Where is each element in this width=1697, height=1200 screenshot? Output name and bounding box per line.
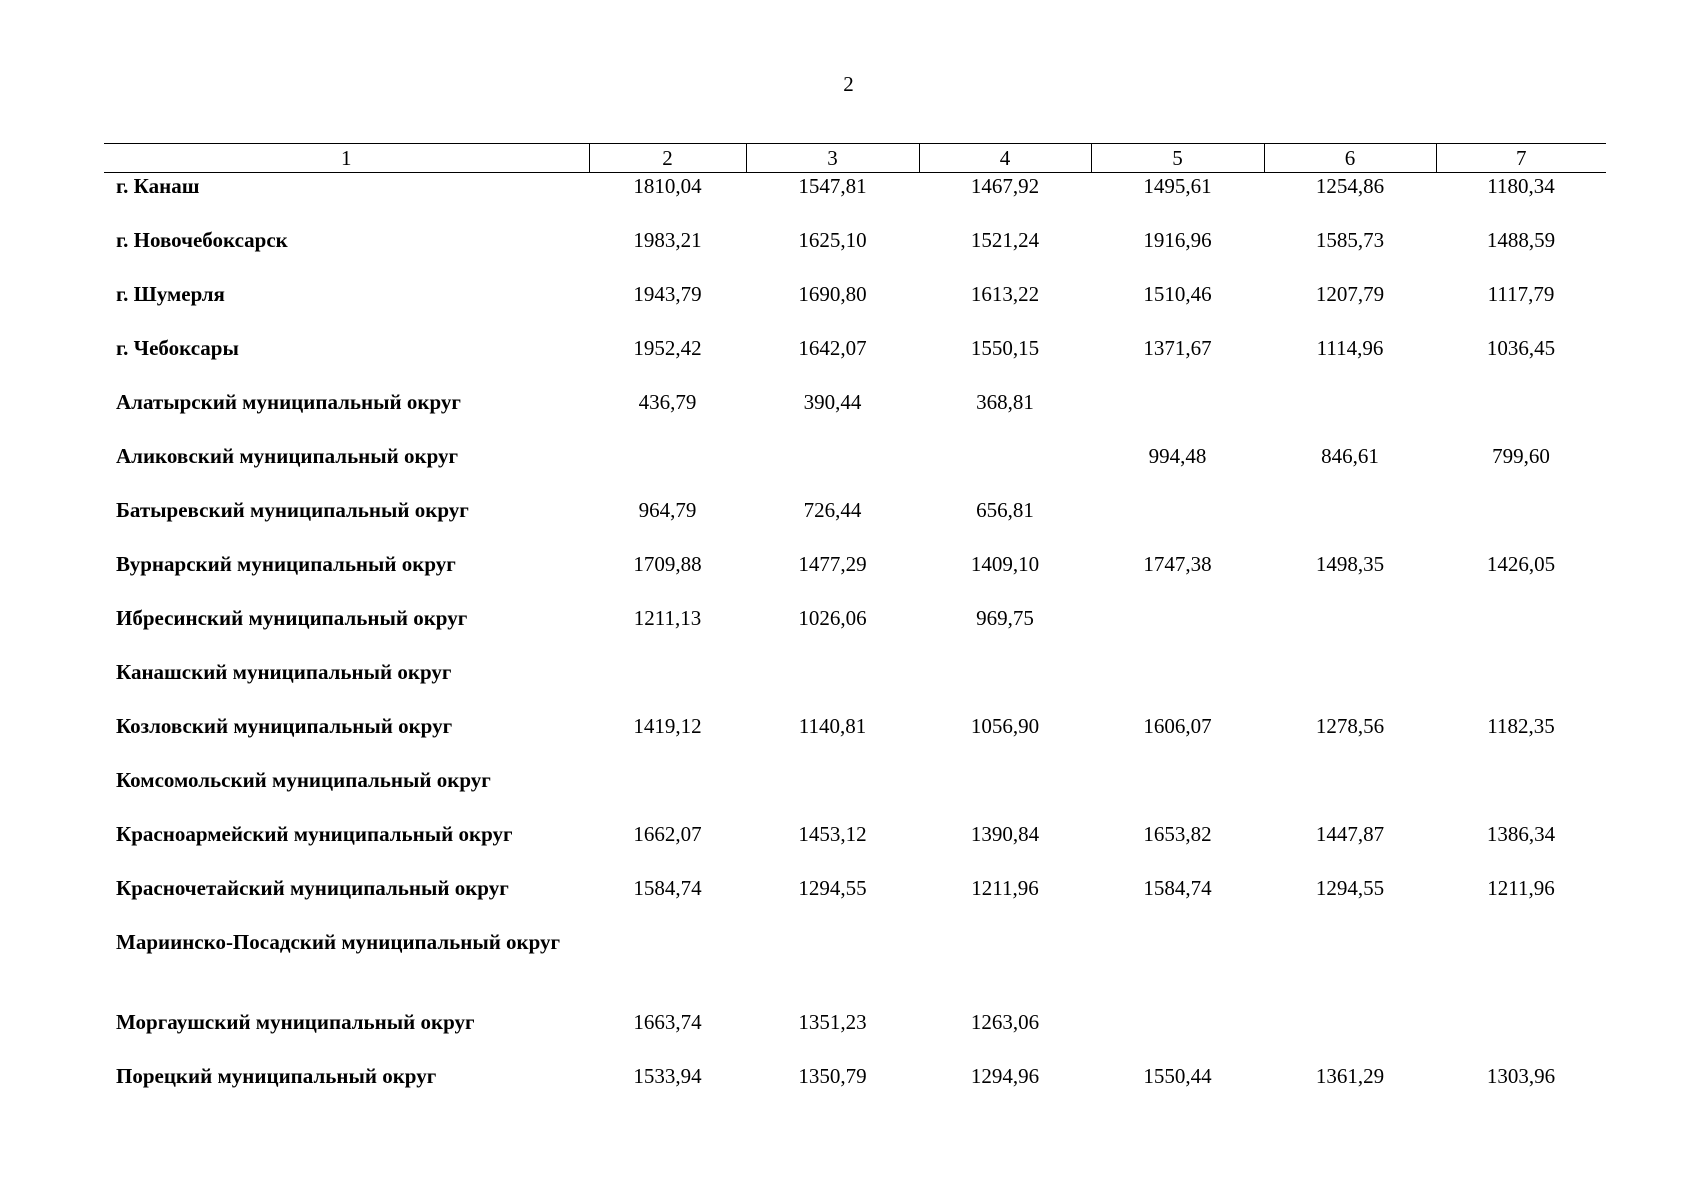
row-name-cell — [104, 767, 589, 821]
column-header-1: 1 — [104, 144, 589, 173]
column-header-3: 3 — [746, 144, 919, 173]
value-cell-col-6 — [1264, 929, 1436, 1009]
value-cell-col-7: 1303,96 — [1486, 1063, 1556, 1088]
header-row — [104, 144, 1606, 173]
value-cell-col-4 — [919, 443, 1091, 497]
value-cell-col-5 — [1091, 605, 1264, 659]
value-cell-col-7: 1488,59 — [1486, 227, 1556, 252]
row-name-cell — [104, 659, 589, 713]
row-name-cell — [104, 281, 589, 335]
table-row — [104, 551, 1606, 605]
value-cell-col-4: 1409,10 — [970, 551, 1040, 576]
value-cell-col-4: 1056,90 — [970, 713, 1040, 738]
value-cell-col-2: 1952,42 — [633, 335, 702, 360]
value-cell-col-4 — [919, 767, 1091, 821]
value-cell-col-5 — [1091, 497, 1264, 551]
row-name-cell — [104, 497, 589, 551]
municipality-name: Мариинско-Посадский муниципальный округ — [116, 929, 561, 954]
row-name-cell — [104, 389, 589, 443]
row-name-cell — [104, 875, 589, 929]
value-cell-col-4: 656,81 — [976, 497, 1034, 522]
row-name-cell — [104, 821, 589, 875]
table-row — [104, 497, 1606, 551]
value-cell-col-7 — [1436, 767, 1606, 821]
value-cell-col-3: 1625,10 — [798, 227, 867, 252]
table-row — [104, 443, 1606, 497]
table-row — [104, 659, 1606, 713]
value-cell-col-2: 1211,13 — [633, 605, 702, 630]
value-cell-col-4: 1550,15 — [970, 335, 1040, 360]
row-name-cell — [104, 551, 589, 605]
value-cell-col-6 — [1264, 767, 1436, 821]
value-cell-col-5: 1653,82 — [1143, 821, 1212, 846]
table-header — [104, 144, 1606, 173]
value-cell-col-3: 1690,80 — [798, 281, 867, 306]
value-cell-col-6 — [1264, 659, 1436, 713]
municipality-name: Аликовский муниципальный округ — [116, 443, 459, 468]
value-cell-col-5 — [1091, 1009, 1264, 1063]
value-cell-col-2: 1943,79 — [633, 281, 702, 306]
value-cell-col-3 — [746, 767, 919, 821]
row-name-cell — [104, 443, 589, 497]
value-cell-col-2: 436,79 — [638, 389, 697, 414]
data-table-container — [104, 143, 1606, 1117]
table-row — [104, 1063, 1606, 1117]
value-cell-col-7: 1036,45 — [1486, 335, 1556, 360]
value-cell-col-6: 1585,73 — [1315, 227, 1385, 252]
value-cell-col-2: 1584,74 — [633, 875, 702, 900]
value-cell-col-3: 1642,07 — [798, 335, 867, 360]
row-name-cell — [104, 173, 589, 227]
municipality-name: Батыревский муниципальный округ — [116, 497, 469, 522]
value-cell-col-6: 1447,87 — [1315, 821, 1385, 846]
row-name-cell — [104, 713, 589, 767]
value-cell-col-7: 1386,34 — [1486, 821, 1556, 846]
municipality-name: Красночетайский муниципальный округ — [116, 875, 509, 900]
value-cell-col-3 — [746, 443, 919, 497]
table-row — [104, 605, 1606, 659]
value-cell-col-4: 1390,84 — [970, 821, 1040, 846]
value-cell-col-3: 1026,06 — [798, 605, 867, 630]
value-cell-col-3: 1453,12 — [798, 821, 867, 846]
value-cell-col-6: 1498,35 — [1315, 551, 1385, 576]
value-cell-col-3: 1294,55 — [798, 875, 867, 900]
value-cell-col-5: 1584,74 — [1143, 875, 1212, 900]
value-cell-col-2 — [589, 929, 746, 1009]
value-cell-col-4: 1263,06 — [970, 1009, 1040, 1034]
municipality-name: Комсомольский муниципальный округ — [116, 767, 491, 792]
value-cell-col-7: 1426,05 — [1486, 551, 1556, 576]
table-row — [104, 821, 1606, 875]
table-row — [104, 713, 1606, 767]
table-row — [104, 875, 1606, 929]
value-cell-col-6 — [1264, 1009, 1436, 1063]
value-cell-col-3: 1351,23 — [798, 1009, 867, 1034]
value-cell-col-4: 1613,22 — [970, 281, 1040, 306]
table-row — [104, 1009, 1606, 1063]
municipality-name: г. Шумерля — [116, 281, 225, 306]
value-cell-col-5: 1371,67 — [1143, 335, 1212, 360]
row-name-cell — [104, 605, 589, 659]
value-cell-col-5: 1606,07 — [1143, 713, 1212, 738]
value-cell-col-2: 1663,74 — [633, 1009, 702, 1034]
column-header-7: 7 — [1436, 144, 1606, 173]
row-name-cell — [104, 929, 589, 1009]
value-cell-col-4: 969,75 — [976, 605, 1034, 630]
value-cell-col-3 — [746, 659, 919, 713]
value-cell-col-6 — [1264, 605, 1436, 659]
value-cell-col-3: 1140,81 — [798, 713, 867, 738]
column-header-6: 6 — [1264, 144, 1436, 173]
municipality-name: Вурнарский муниципальный округ — [116, 551, 456, 576]
municipality-name: Алатырский муниципальный округ — [116, 389, 461, 414]
value-cell-col-6: 1114,96 — [1316, 335, 1384, 360]
row-name-cell — [104, 335, 589, 389]
row-name-cell — [104, 227, 589, 281]
column-header-4: 4 — [919, 144, 1091, 173]
value-cell-col-5 — [1091, 659, 1264, 713]
value-cell-col-5: 1916,96 — [1143, 227, 1212, 252]
row-name-cell — [104, 1063, 589, 1117]
table-row — [104, 173, 1606, 227]
data-table — [104, 143, 1606, 1117]
value-cell-col-5: 1747,38 — [1143, 551, 1212, 576]
municipality-name: Ибресинский муниципальный округ — [116, 605, 468, 630]
value-cell-col-7 — [1436, 605, 1606, 659]
municipality-name: Канашский муниципальный округ — [116, 659, 452, 684]
value-cell-col-6: 1294,55 — [1315, 875, 1385, 900]
value-cell-col-5: 1550,44 — [1143, 1063, 1212, 1088]
page-number: 2 — [843, 72, 854, 96]
value-cell-col-4 — [919, 929, 1091, 1009]
table-row — [104, 389, 1606, 443]
value-cell-col-5 — [1091, 389, 1264, 443]
value-cell-col-7 — [1436, 929, 1606, 1009]
value-cell-col-2: 1709,88 — [633, 551, 702, 576]
table-row — [104, 227, 1606, 281]
value-cell-col-2: 1533,94 — [633, 1063, 702, 1088]
value-cell-col-7 — [1436, 389, 1606, 443]
municipality-name: Красноармейский муниципальный округ — [116, 821, 513, 846]
table-row — [104, 929, 1606, 1009]
value-cell-col-4: 1211,96 — [971, 875, 1039, 900]
value-cell-col-3: 1350,79 — [798, 1063, 867, 1088]
value-cell-col-7: 1117,79 — [1487, 281, 1555, 306]
value-cell-col-2: 1983,21 — [633, 227, 702, 252]
value-cell-col-4: 368,81 — [976, 389, 1034, 414]
value-cell-col-4: 1521,24 — [970, 227, 1040, 252]
value-cell-col-6 — [1264, 389, 1436, 443]
value-cell-col-7: 1180,34 — [1487, 174, 1555, 198]
table-row — [104, 335, 1606, 389]
value-cell-col-2: 964,79 — [638, 497, 697, 522]
value-cell-col-2 — [589, 659, 746, 713]
municipality-name: Моргаушский муниципальный округ — [116, 1009, 475, 1034]
value-cell-col-6: 1278,56 — [1315, 713, 1385, 738]
value-cell-col-7 — [1436, 659, 1606, 713]
value-cell-col-7: 1182,35 — [1487, 713, 1555, 738]
value-cell-col-7 — [1436, 497, 1606, 551]
value-cell-col-7: 1211,96 — [1487, 875, 1555, 900]
municipality-name: г. Чебоксары — [116, 335, 239, 360]
value-cell-col-6: 1361,29 — [1315, 1063, 1385, 1088]
value-cell-col-5 — [1091, 929, 1264, 1009]
municipality-name: г. Канаш — [116, 174, 200, 198]
value-cell-col-3: 1477,29 — [798, 551, 867, 576]
row-name-cell — [104, 1009, 589, 1063]
value-cell-col-5: 1495,61 — [1143, 174, 1212, 198]
value-cell-col-7 — [1436, 1009, 1606, 1063]
column-header-5: 5 — [1091, 144, 1264, 173]
value-cell-col-5 — [1091, 767, 1264, 821]
value-cell-col-2: 1662,07 — [633, 821, 702, 846]
value-cell-col-3: 1547,81 — [798, 174, 867, 198]
value-cell-col-2: 1419,12 — [633, 713, 702, 738]
column-header-2: 2 — [589, 144, 746, 173]
value-cell-col-3: 726,44 — [803, 497, 862, 522]
table-row — [104, 767, 1606, 821]
value-cell-col-5: 994,48 — [1148, 443, 1207, 468]
value-cell-col-2: 1810,04 — [633, 174, 702, 198]
value-cell-col-3 — [746, 929, 919, 1009]
value-cell-col-4: 1294,96 — [970, 1063, 1040, 1088]
value-cell-col-6: 1254,86 — [1315, 174, 1385, 198]
value-cell-col-4 — [919, 659, 1091, 713]
value-cell-col-6: 1207,79 — [1315, 281, 1385, 306]
value-cell-col-3: 390,44 — [803, 389, 862, 414]
value-cell-col-4: 1467,92 — [970, 174, 1040, 198]
table-body — [104, 173, 1606, 1117]
table-row — [104, 281, 1606, 335]
value-cell-col-5: 1510,46 — [1143, 281, 1212, 306]
value-cell-col-6: 846,61 — [1321, 443, 1379, 468]
value-cell-col-2 — [589, 767, 746, 821]
municipality-name: Козловский муниципальный округ — [116, 713, 453, 738]
municipality-name: г. Новочебоксарск — [116, 227, 288, 252]
value-cell-col-6 — [1264, 497, 1436, 551]
value-cell-col-7: 799,60 — [1492, 443, 1550, 468]
value-cell-col-2 — [589, 443, 746, 497]
municipality-name: Порецкий муниципальный округ — [116, 1063, 437, 1088]
